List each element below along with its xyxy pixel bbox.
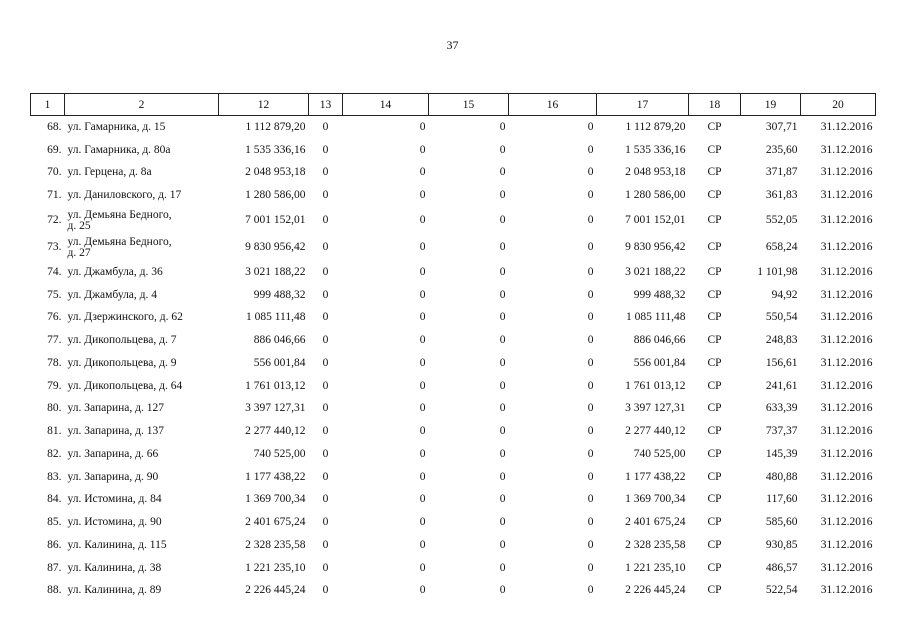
col17-cell: 1 535 336,16 — [625, 143, 686, 156]
col20-cell: 31.12.2016 — [820, 470, 873, 483]
col19-cell: 486,57 — [765, 561, 798, 574]
col20-cell: 31.12.2016 — [820, 334, 873, 347]
col14-cell: 0 — [419, 265, 426, 278]
col18-cell: СР — [707, 379, 722, 392]
col20-cell: 31.12.2016 — [820, 214, 873, 226]
table-row — [31, 557, 876, 580]
table-row — [31, 329, 876, 352]
col19-cell: 658,24 — [765, 241, 798, 253]
col15-cell: 0 — [499, 379, 506, 392]
col16-cell: 0 — [587, 425, 594, 438]
col19-cell: 522,54 — [765, 584, 798, 597]
col18-cell: СР — [707, 516, 722, 529]
col15-cell: 0 — [499, 288, 506, 301]
address-cell: ул. Дикопольцева, д. 64 — [67, 379, 183, 392]
row-number: 88. — [47, 584, 62, 597]
col20-cell: 31.12.2016 — [820, 288, 873, 301]
col20-cell: 31.12.2016 — [820, 379, 873, 392]
col20-cell: 31.12.2016 — [820, 356, 873, 369]
table-row — [31, 580, 876, 603]
col14-cell: 0 — [419, 311, 426, 324]
table-row — [31, 511, 876, 534]
col17-cell: 1 112 879,20 — [625, 120, 686, 133]
col14-cell: 0 — [419, 561, 426, 574]
col16-cell: 0 — [587, 288, 594, 301]
table-row — [31, 162, 876, 185]
col20-cell: 31.12.2016 — [820, 516, 873, 529]
col20-cell: 31.12.2016 — [820, 538, 873, 551]
col17-cell: 2 226 445,24 — [625, 584, 686, 597]
col20-cell: 31.12.2016 — [820, 265, 873, 278]
col14-cell: 0 — [419, 143, 426, 156]
row-number: 82. — [47, 447, 62, 460]
address-cell: ул. Гамарника, д. 80а — [67, 143, 171, 156]
col15-cell: 0 — [499, 356, 506, 369]
table-row — [31, 234, 876, 261]
col15-cell: 0 — [499, 402, 506, 415]
table-row — [31, 284, 876, 307]
col19-cell: 145,39 — [765, 447, 798, 460]
col15-cell: 0 — [499, 334, 506, 347]
address-cell: ул. Запарина, д. 127 — [67, 402, 164, 415]
address-cell — [65, 207, 219, 234]
col15-cell: 0 — [499, 214, 506, 226]
col18-cell: СР — [707, 356, 722, 369]
col13-cell: 0 — [322, 334, 329, 347]
row-number: 85. — [47, 516, 62, 529]
col18-cell: СР — [707, 189, 722, 202]
col17-cell: 886 046,66 — [633, 334, 686, 347]
address-cell: ул. Калинина, д. 115 — [67, 538, 167, 551]
col15-cell: 0 — [499, 311, 506, 324]
col17-cell: 1 221 235,10 — [625, 561, 686, 574]
row-number: 84. — [47, 493, 62, 506]
col16-cell: 0 — [587, 265, 594, 278]
col15-cell: 0 — [499, 538, 506, 551]
address-cell: ул. Запарина, д. 137 — [67, 425, 164, 438]
col14-cell: 0 — [419, 189, 426, 202]
col13-cell: 0 — [322, 356, 329, 369]
col12-cell: 7 001 152,01 — [245, 214, 306, 226]
col13-cell: 0 — [322, 166, 329, 179]
col16-cell: 0 — [587, 402, 594, 415]
col13-cell: 0 — [322, 214, 329, 226]
col12-cell: 2 401 675,24 — [245, 516, 306, 529]
col14-cell: 0 — [419, 584, 426, 597]
col15-cell: 0 — [499, 120, 506, 133]
row-number: 71. — [47, 189, 62, 202]
col19-cell: 307,71 — [765, 120, 798, 133]
col19-cell: 585,60 — [765, 516, 798, 529]
address-cell: ул. Герцена, д. 8а — [67, 166, 152, 179]
col16-cell: 0 — [587, 470, 594, 483]
row-number: 79. — [47, 379, 62, 392]
table-row — [31, 534, 876, 557]
col17-cell: 740 525,00 — [633, 447, 686, 460]
col19-cell: 94,92 — [771, 288, 798, 301]
col20-cell: 31.12.2016 — [820, 402, 873, 415]
col12-cell: 1 761 013,12 — [245, 379, 306, 392]
col18-cell: СР — [707, 402, 722, 415]
col13-cell: 0 — [322, 241, 329, 253]
col12-cell: 1 280 586,00 — [245, 189, 306, 202]
column-header: 16 — [509, 94, 597, 116]
col13-cell: 0 — [322, 311, 329, 324]
col13-cell: 0 — [322, 561, 329, 574]
col18-cell: СР — [707, 561, 722, 574]
col16-cell: 0 — [587, 120, 594, 133]
col20-cell: 31.12.2016 — [820, 189, 873, 202]
col20-cell: 31.12.2016 — [820, 493, 873, 506]
col18-cell: СР — [707, 143, 722, 156]
col17-cell: 9 830 956,42 — [625, 241, 686, 253]
address-cell: ул. Калинина, д. 38 — [67, 561, 162, 574]
table-row — [31, 207, 876, 234]
col14-cell: 0 — [419, 241, 426, 253]
col19-cell: 480,88 — [765, 470, 798, 483]
col14-cell: 0 — [419, 516, 426, 529]
col13-cell: 0 — [322, 516, 329, 529]
col12-cell: 2 226 445,24 — [245, 584, 306, 597]
address-line: д. 25 — [67, 219, 91, 232]
col20-cell: 31.12.2016 — [820, 584, 873, 597]
column-header: 19 — [741, 94, 801, 116]
col14-cell: 0 — [419, 334, 426, 347]
row-number: 76. — [47, 311, 62, 324]
col19-cell: 550,54 — [765, 311, 798, 324]
row-number: 87. — [47, 561, 62, 574]
data-table — [30, 93, 876, 602]
col19-cell: 930,85 — [765, 538, 798, 551]
col13-cell: 0 — [322, 265, 329, 278]
col16-cell: 0 — [587, 516, 594, 529]
col15-cell: 0 — [499, 493, 506, 506]
col12-cell: 1 112 879,20 — [245, 120, 306, 133]
col15-cell: 0 — [499, 425, 506, 438]
col16-cell: 0 — [587, 311, 594, 324]
col17-cell: 2 048 953,18 — [625, 166, 686, 179]
col20-cell: 31.12.2016 — [820, 241, 873, 253]
col16-cell: 0 — [587, 334, 594, 347]
col18-cell: СР — [707, 265, 722, 278]
row-number: 70. — [47, 166, 62, 179]
address-line: ул. Демьяна Бедного, — [67, 235, 172, 248]
table-row — [31, 466, 876, 489]
col13-cell: 0 — [322, 379, 329, 392]
col18-cell: СР — [707, 214, 722, 226]
col16-cell: 0 — [587, 447, 594, 460]
col16-cell: 0 — [587, 356, 594, 369]
col14-cell: 0 — [419, 214, 426, 226]
col20-cell: 31.12.2016 — [820, 143, 873, 156]
row-number: 77. — [47, 334, 62, 347]
column-header: 20 — [801, 94, 876, 116]
table-header-row — [31, 94, 876, 116]
col17-cell: 999 488,32 — [633, 288, 686, 301]
col18-cell: СР — [707, 584, 722, 597]
col12-cell: 1 177 438,22 — [245, 470, 306, 483]
col18-cell: СР — [707, 311, 722, 324]
col15-cell: 0 — [499, 241, 506, 253]
col19-cell: 156,61 — [765, 356, 798, 369]
col20-cell: 31.12.2016 — [820, 447, 873, 460]
address-cell: ул. Джамбула, д. 36 — [67, 265, 163, 278]
col18-cell: СР — [707, 538, 722, 551]
col13-cell: 0 — [322, 402, 329, 415]
col14-cell: 0 — [419, 425, 426, 438]
col17-cell: 2 401 675,24 — [625, 516, 686, 529]
col14-cell: 0 — [419, 288, 426, 301]
col15-cell: 0 — [499, 447, 506, 460]
address-cell: ул. Запарина, д. 66 — [67, 447, 159, 460]
table-row — [31, 261, 876, 284]
col18-cell: СР — [707, 166, 722, 179]
col17-cell: 1 369 700,34 — [625, 493, 686, 506]
col19-cell: 248,83 — [765, 334, 798, 347]
col16-cell: 0 — [587, 379, 594, 392]
col18-cell: СР — [707, 470, 722, 483]
col19-cell: 633,39 — [765, 402, 798, 415]
col18-cell: СР — [707, 120, 722, 133]
table-row — [31, 352, 876, 375]
table-row — [31, 398, 876, 421]
col13-cell: 0 — [322, 493, 329, 506]
col18-cell: СР — [707, 493, 722, 506]
col17-cell: 1 761 013,12 — [625, 379, 686, 392]
col17-cell: 1 177 438,22 — [625, 470, 686, 483]
col19-cell: 117,60 — [766, 493, 798, 506]
column-header: 12 — [219, 94, 309, 116]
col16-cell: 0 — [587, 538, 594, 551]
row-number: 78. — [47, 356, 62, 369]
col18-cell: СР — [707, 425, 722, 438]
address-cell: ул. Гамарника, д. 15 — [67, 120, 166, 133]
col14-cell: 0 — [419, 379, 426, 392]
col14-cell: 0 — [419, 538, 426, 551]
col18-cell: СР — [707, 241, 722, 253]
address-cell: ул. Запарина, д. 90 — [67, 470, 159, 483]
col16-cell: 0 — [587, 584, 594, 597]
address-cell: ул. Истомина, д. 90 — [67, 516, 162, 529]
col20-cell: 31.12.2016 — [820, 166, 873, 179]
address-cell: ул. Джамбула, д. 4 — [67, 288, 158, 301]
col19-cell: 737,37 — [765, 425, 798, 438]
col19-cell: 552,05 — [765, 214, 798, 226]
col14-cell: 0 — [419, 470, 426, 483]
col13-cell: 0 — [322, 447, 329, 460]
column-header: 2 — [65, 94, 219, 116]
row-number: 86. — [47, 538, 62, 551]
column-header: 15 — [429, 94, 509, 116]
col13-cell: 0 — [322, 143, 329, 156]
table-row — [31, 443, 876, 466]
col12-cell: 2 048 953,18 — [245, 166, 306, 179]
col19-cell: 241,61 — [765, 379, 798, 392]
row-number: 73. — [47, 241, 62, 253]
col13-cell: 0 — [322, 538, 329, 551]
address-cell — [65, 234, 219, 261]
col16-cell: 0 — [587, 214, 594, 226]
col16-cell: 0 — [587, 143, 594, 156]
row-number: 72. — [47, 214, 62, 226]
table-row — [31, 307, 876, 330]
col14-cell: 0 — [419, 447, 426, 460]
col15-cell: 0 — [499, 516, 506, 529]
address-cell: ул. Дикопольцева, д. 9 — [67, 356, 177, 369]
column-header: 18 — [689, 94, 741, 116]
col17-cell: 3 397 127,31 — [625, 402, 686, 415]
col15-cell: 0 — [499, 584, 506, 597]
col18-cell: СР — [707, 447, 722, 460]
address-cell: ул. Дикопольцева, д. 7 — [67, 334, 177, 347]
col13-cell: 0 — [322, 120, 329, 133]
col17-cell: 1 085 111,48 — [625, 311, 686, 324]
table-row — [31, 375, 876, 398]
col16-cell: 0 — [587, 241, 594, 253]
col13-cell: 0 — [322, 189, 329, 202]
col15-cell: 0 — [499, 561, 506, 574]
col13-cell: 0 — [322, 425, 329, 438]
col12-cell: 999 488,32 — [253, 288, 306, 301]
col12-cell: 2 277 440,12 — [245, 425, 306, 438]
col12-cell: 1 369 700,34 — [245, 493, 306, 506]
address-cell: ул. Даниловского, д. 17 — [67, 189, 182, 202]
address-line: ул. Демьяна Бедного, — [67, 208, 172, 221]
col16-cell: 0 — [587, 561, 594, 574]
row-number: 68. — [47, 120, 62, 133]
col17-cell: 3 021 188,22 — [625, 265, 686, 278]
row-number: 75. — [47, 288, 62, 301]
col12-cell: 556 001,84 — [253, 356, 306, 369]
col17-cell: 1 280 586,00 — [625, 189, 686, 202]
col12-cell: 740 525,00 — [253, 447, 306, 460]
col15-cell: 0 — [499, 470, 506, 483]
row-number: 83. — [47, 470, 62, 483]
col13-cell: 0 — [322, 584, 329, 597]
col19-cell: 235,60 — [765, 143, 798, 156]
col14-cell: 0 — [419, 356, 426, 369]
table-body — [31, 116, 876, 603]
col19-cell: 361,83 — [765, 189, 798, 202]
col18-cell: СР — [707, 334, 722, 347]
address-cell: ул. Истомина, д. 84 — [67, 493, 162, 506]
col15-cell: 0 — [499, 166, 506, 179]
table-row — [31, 184, 876, 207]
address-cell: ул. Дзержинского, д. 62 — [67, 311, 183, 324]
column-header: 17 — [597, 94, 689, 116]
address-line: д. 27 — [67, 246, 91, 259]
row-number: 80. — [47, 402, 62, 415]
col20-cell: 31.12.2016 — [820, 561, 873, 574]
table-row — [31, 116, 876, 139]
col14-cell: 0 — [419, 120, 426, 133]
col16-cell: 0 — [587, 166, 594, 179]
col20-cell: 31.12.2016 — [820, 311, 873, 324]
col15-cell: 0 — [499, 143, 506, 156]
col13-cell: 0 — [322, 288, 329, 301]
table-row — [31, 489, 876, 512]
col17-cell: 2 328 235,58 — [625, 538, 686, 551]
column-header: 1 — [31, 94, 65, 116]
col20-cell: 31.12.2016 — [820, 120, 873, 133]
col17-cell: 556 001,84 — [633, 356, 686, 369]
row-number: 81. — [47, 425, 62, 438]
col14-cell: 0 — [419, 493, 426, 506]
col19-cell: 371,87 — [765, 166, 798, 179]
col15-cell: 0 — [499, 265, 506, 278]
col12-cell: 1 085 111,48 — [245, 311, 306, 324]
col20-cell: 31.12.2016 — [820, 425, 873, 438]
col12-cell: 886 046,66 — [253, 334, 306, 347]
row-number: 74. — [47, 265, 62, 278]
col14-cell: 0 — [419, 166, 426, 179]
col16-cell: 0 — [587, 493, 594, 506]
col12-cell: 1 221 235,10 — [245, 561, 306, 574]
col18-cell: СР — [707, 288, 722, 301]
column-header: 14 — [343, 94, 429, 116]
page-number: 37 — [446, 38, 459, 52]
column-header: 13 — [309, 94, 343, 116]
col12-cell: 3 021 188,22 — [245, 265, 306, 278]
col12-cell: 2 328 235,58 — [245, 538, 306, 551]
col12-cell: 3 397 127,31 — [245, 402, 306, 415]
col19-cell: 1 101,98 — [757, 265, 798, 278]
col17-cell: 7 001 152,01 — [625, 214, 686, 226]
row-number: 69. — [47, 143, 62, 156]
col12-cell: 1 535 336,16 — [245, 143, 306, 156]
address-cell: ул. Калинина, д. 89 — [67, 584, 162, 597]
table-row — [31, 139, 876, 162]
col17-cell: 2 277 440,12 — [625, 425, 686, 438]
col14-cell: 0 — [419, 402, 426, 415]
col16-cell: 0 — [587, 189, 594, 202]
table-row — [31, 420, 876, 443]
col13-cell: 0 — [322, 470, 329, 483]
col15-cell: 0 — [499, 189, 506, 202]
col12-cell: 9 830 956,42 — [245, 241, 306, 253]
